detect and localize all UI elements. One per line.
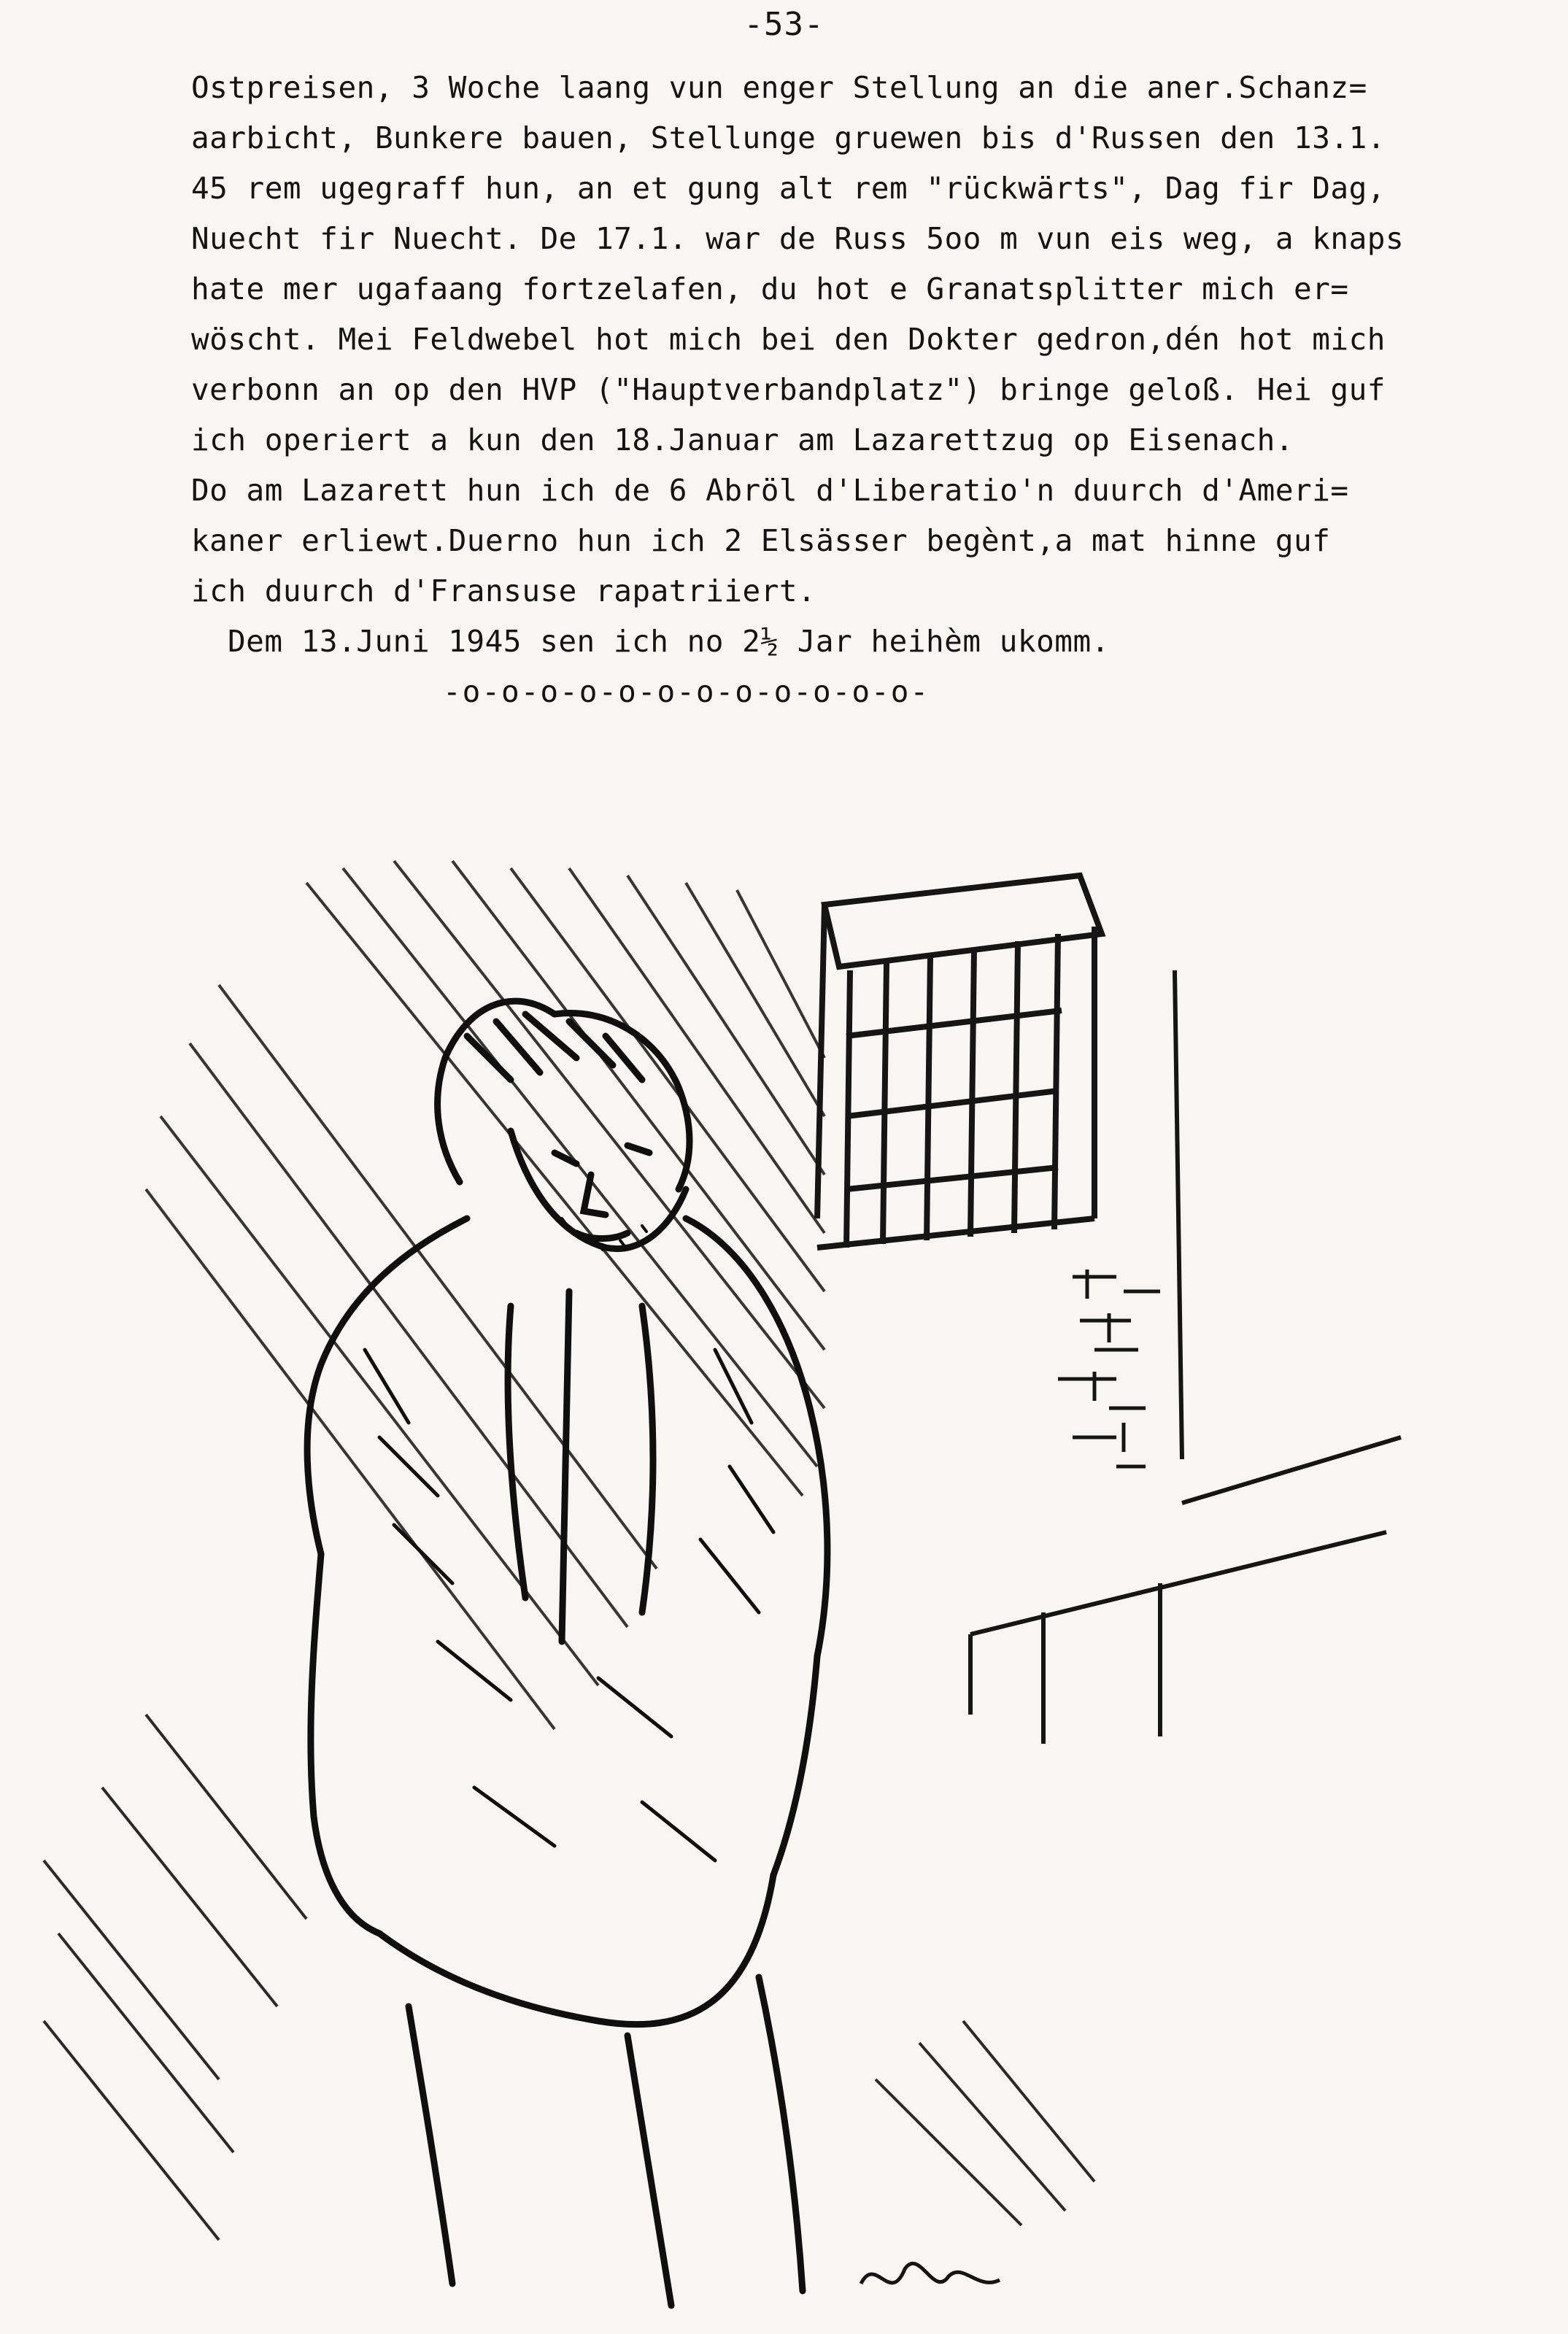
text-line: Ostpreisen, 3 Woche laang vun enger Stellung an die aner.Schanz=: [191, 70, 1367, 105]
text-line: 45 rem ugegraff hun, an et gung alt rem "rückwärts", Dag fir Dag,: [191, 171, 1386, 206]
wall-lines: [970, 970, 1401, 1744]
text-line: wöscht. Mei Feldwebel hot mich bei den Dokter gedron,dén hot mich: [191, 322, 1386, 357]
text-line: Do am Lazarett hun ich de 6 Abröl d'Liberatio'n duurch d'Ameri=: [191, 473, 1349, 508]
text-line: hate mer ugafaang fortzelafen, du hot e Granatsplitter mich er=: [191, 271, 1349, 306]
shadow-hatching: [146, 861, 824, 1729]
body-text: [191, 63, 1534, 717]
text-line: kaner erliewt.Duerno hun ich 2 Elsässer begènt,a mat hinne guf: [191, 523, 1331, 558]
barred-window: [817, 876, 1102, 1248]
text-line: aarbicht, Bunkere bauen, Stellunge gruewen bis d'Russen den 13.1.: [191, 120, 1386, 155]
brick-pattern: [1058, 1270, 1160, 1467]
text-line: Nuecht fir Nuecht. De 17.1. war de Russ 5oo m vun eis weg, a knaps: [191, 221, 1405, 256]
separator-line: -o-o-o-o-o-o-o-o-o-o-o-o-: [443, 674, 930, 709]
page-number: -53-: [744, 6, 824, 43]
prison-cell-illustration: [0, 839, 1568, 2334]
text-line: ich duurch d'Fransuse rapatriiert.: [191, 573, 816, 608]
text-line: verbonn an op den HVP ("Hauptverbandplatz") bringe geloß. Hei guf: [191, 372, 1386, 407]
artist-signature: [861, 2263, 1000, 2284]
left-shadow-hatching: [44, 1715, 1094, 2240]
closing-line: Dem 13.Juni 1945 sen ich no 2½ Jar heihèm ukomm.: [228, 624, 1110, 659]
seated-man-figure: [307, 1001, 827, 2306]
text-line: ich operiert a kun den 18.Januar am Lazarettzug op Eisenach.: [191, 422, 1294, 457]
